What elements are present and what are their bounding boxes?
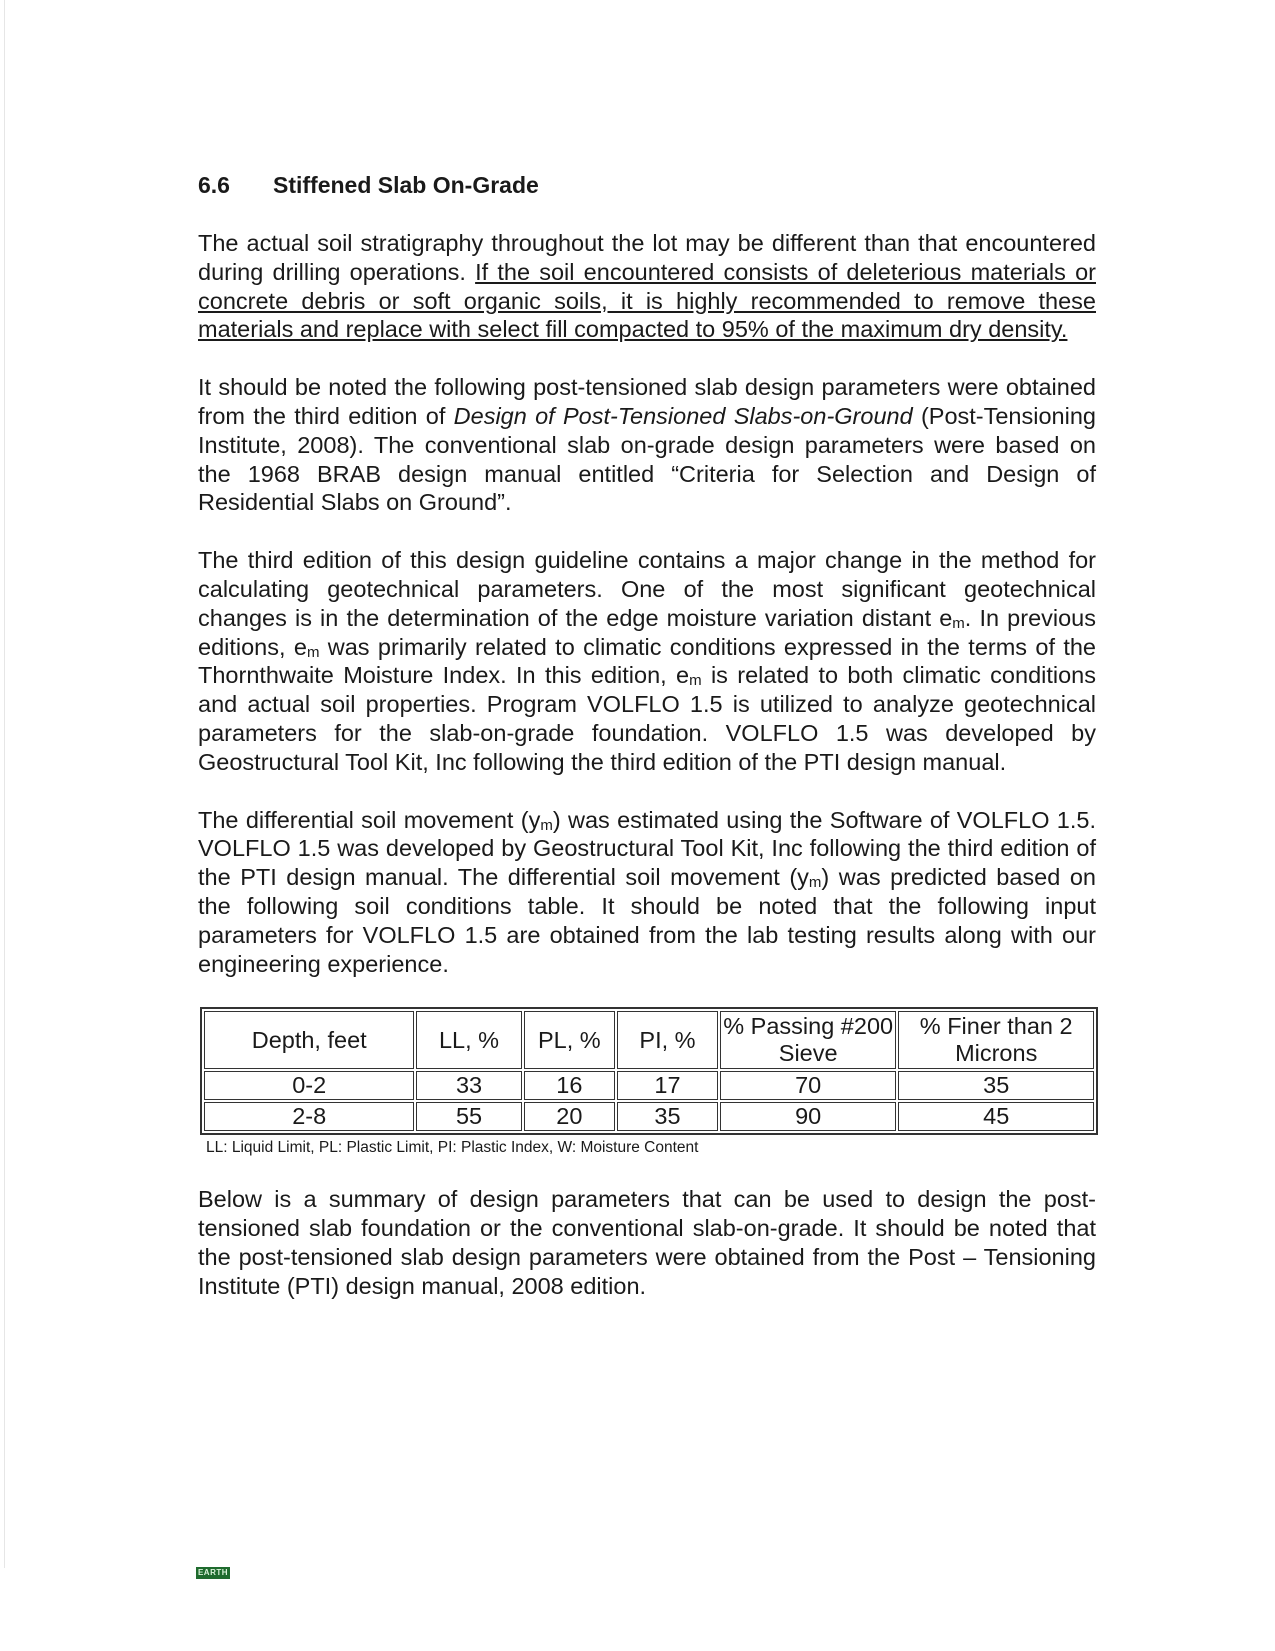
- paragraph-third-edition: [198, 546, 1096, 776]
- document-body: [198, 170, 1096, 1330]
- table-footnote: LL: Liquid Limit, PL: Plastic Limit, PI: Plastic Index, W: Moisture Content: [206, 1139, 699, 1157]
- table-cell: 70: [720, 1071, 896, 1100]
- header-cell: PI, %: [617, 1011, 718, 1069]
- subscript-m: m: [306, 643, 320, 661]
- table-cell: 55: [416, 1102, 521, 1131]
- page-edge: [4, 0, 5, 1568]
- subscript-m: m: [540, 816, 553, 834]
- paragraph-design-source: [198, 373, 1096, 517]
- para3-text-a: The third edition of this design guideline contains a major change in the method for calculating geotechnical parameters. One of the most significant geotechnical changes is in the determination of the edge moisture variation distant e: [198, 547, 1096, 631]
- table-header-row: [204, 1011, 1094, 1069]
- section-title: Stiffened Slab On-Grade: [273, 172, 539, 198]
- header-cell: Depth, feet: [204, 1011, 414, 1069]
- para3-text-d: is related to both climatic conditions and actual soil properties. Program VOLFLO 1.5 is utilized to analyze geotechnical parameters for the slab-on-grade foundation. VOLFLO 1.5 was developed by Geostructural Tool Kit, Inc following the third edition of the PTI design manual.: [198, 662, 1096, 775]
- para3-text-c: was primarily related to climatic conditions expressed in the terms of the Thornthwaite Moisture Index. In this edition, e: [198, 633, 1096, 689]
- table-row: [204, 1102, 1094, 1131]
- company-logo: EARTH: [197, 1568, 229, 1577]
- para1-underlined-text: If the soil encountered consists of deleterious materials or concrete debris or soft organic soils, it is highly recommended to remove these materials and replace with select fill compacted to 95% of the maximum dry density.: [198, 258, 1096, 343]
- para3-text-b: . In previous editions, e: [198, 604, 1096, 660]
- section-heading: [198, 170, 1096, 200]
- para2-text-b: (Post-Tensioning Institute, 2008). The conventional slab on-grade design parameters were based on the 1968 BRAB design manual entitled “Criteria for Selection and Design of Residential Slabs on Ground”.: [198, 402, 1096, 516]
- para2-text-a: It should be noted the following post-tensioned slab design parameters were obtained from the third edition of: [198, 374, 1096, 429]
- para4-text-b: ) was estimated using the Software of VOLFLO 1.5. VOLFLO 1.5 was developed by Geostructural Tool Kit, Inc following the third edition of the PTI design manual. The differential soil movement (y: [198, 806, 1097, 891]
- table-cell: 16: [524, 1071, 615, 1100]
- table-row: [204, 1071, 1094, 1100]
- paragraph-stratigraphy: [198, 229, 1096, 344]
- header-cell: PL, %: [524, 1011, 615, 1069]
- table-cell: 90: [720, 1102, 896, 1131]
- table-cell: 20: [524, 1102, 615, 1131]
- header-cell: % Passing #200 Sieve: [720, 1011, 896, 1069]
- table-cell: 35: [898, 1071, 1094, 1100]
- section-number: 6.6: [198, 172, 230, 198]
- table-cell: 17: [617, 1071, 718, 1100]
- para1-text: The actual soil stratigraphy throughout the lot may be different than that encountered during drilling operations.: [198, 230, 1096, 285]
- header-cell: % Finer than 2 Microns: [898, 1011, 1094, 1069]
- para4-text-c: ) was predicted based on the following soil conditions table. It should be noted that the following input parameters for VOLFLO 1.5 are obtained from the lab testing results along with our engineering experience.: [198, 864, 1096, 977]
- para4-text-a: The differential soil movement (y: [198, 806, 541, 833]
- paragraph-differential-movement: [198, 806, 1096, 979]
- header-cell: LL, %: [416, 1011, 521, 1069]
- table-cell: 45: [898, 1102, 1094, 1131]
- subscript-m: m: [952, 614, 965, 632]
- subscript-m: m: [808, 874, 822, 892]
- table-cell: 2-8: [204, 1102, 414, 1131]
- paragraph-summary: Below is a summary of design parameters that can be used to design the post-tensioned slab foundation or the conventional slab-on-grade. It should be noted that the post-tensioned slab design parameters were obtained from the Post – Tensioning Institute (PTI) design manual, 2008 edition.: [198, 1186, 1096, 1299]
- para2-italic-title: Design of Post-Tensioned Slabs-on-Ground: [453, 402, 913, 429]
- table-cell: 0-2: [204, 1071, 414, 1100]
- soil-conditions-table: [200, 1007, 1098, 1135]
- table-cell: 33: [416, 1071, 521, 1100]
- subscript-m: m: [689, 672, 702, 690]
- table-cell: 35: [617, 1102, 718, 1131]
